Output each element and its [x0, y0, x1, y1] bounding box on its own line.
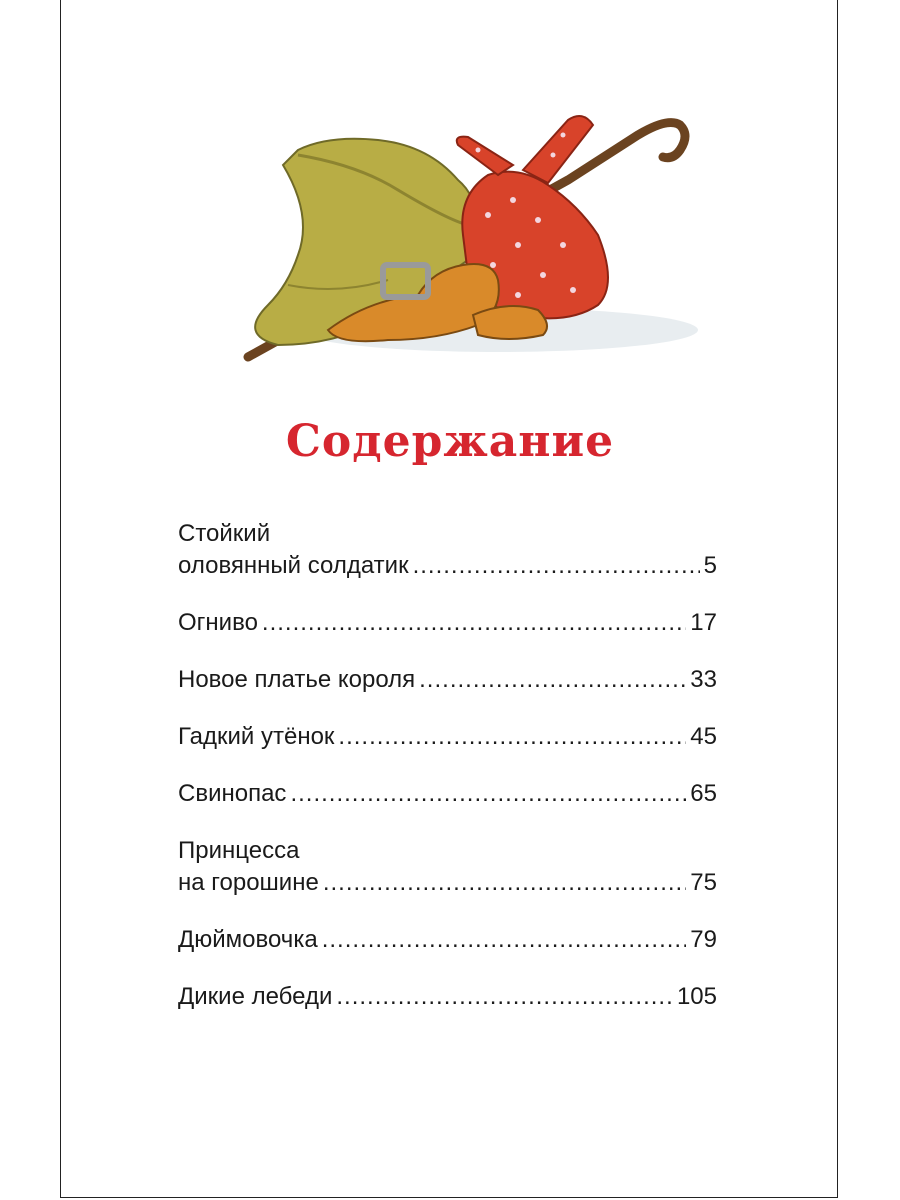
toc-entry-title: Новое платье короля: [178, 666, 416, 693]
toc-page-number: 75: [690, 869, 717, 896]
toc-page-number: 17: [690, 609, 717, 636]
toc-page-number: 65: [690, 780, 717, 807]
toc-leader-dots: [338, 721, 686, 753]
toc-page-number: 5: [703, 552, 717, 579]
toc-leader-dots: [323, 867, 686, 899]
toc-entry[interactable]: [178, 721, 717, 753]
toc-entry[interactable]: [178, 924, 717, 956]
toc-entry-title-line: Принцесса: [178, 837, 300, 864]
toc-entry[interactable]: [178, 835, 717, 899]
toc-leader-dots: [413, 550, 700, 582]
toc-leader-dots: [322, 924, 687, 956]
toc-entry[interactable]: [178, 664, 717, 696]
hat-shoes-bundle-illustration: [218, 95, 723, 385]
toc-entry-title: на горошине: [178, 869, 319, 896]
toc-entry[interactable]: [178, 518, 717, 582]
toc-leader-dots: [290, 778, 686, 810]
toc-entry[interactable]: [178, 981, 717, 1013]
toc-page-number: 45: [690, 723, 717, 750]
toc-entry-title-line: Стойкий: [178, 520, 271, 547]
toc-entry-title: оловянный солдатик: [178, 552, 409, 579]
toc-page-number: 33: [690, 666, 717, 693]
table-of-contents: [178, 518, 717, 1013]
toc-entry-title: Гадкий утёнок: [178, 723, 335, 750]
toc-page-number: 105: [676, 983, 717, 1010]
toc-leader-dots: [336, 981, 673, 1013]
toc-entry[interactable]: [178, 607, 717, 639]
page-title: Содержание: [285, 416, 615, 467]
toc-leader-dots: [419, 664, 686, 696]
toc-page-number: 79: [690, 926, 717, 953]
toc-entry[interactable]: [178, 778, 717, 810]
toc-entry-title: Дикие лебеди: [178, 983, 333, 1010]
toc-leader-dots: [262, 607, 686, 639]
toc-entry-title: Огниво: [178, 609, 258, 636]
toc-entry-title: Свинопас: [178, 780, 287, 807]
toc-entry-title: Дюймовочка: [178, 926, 318, 953]
